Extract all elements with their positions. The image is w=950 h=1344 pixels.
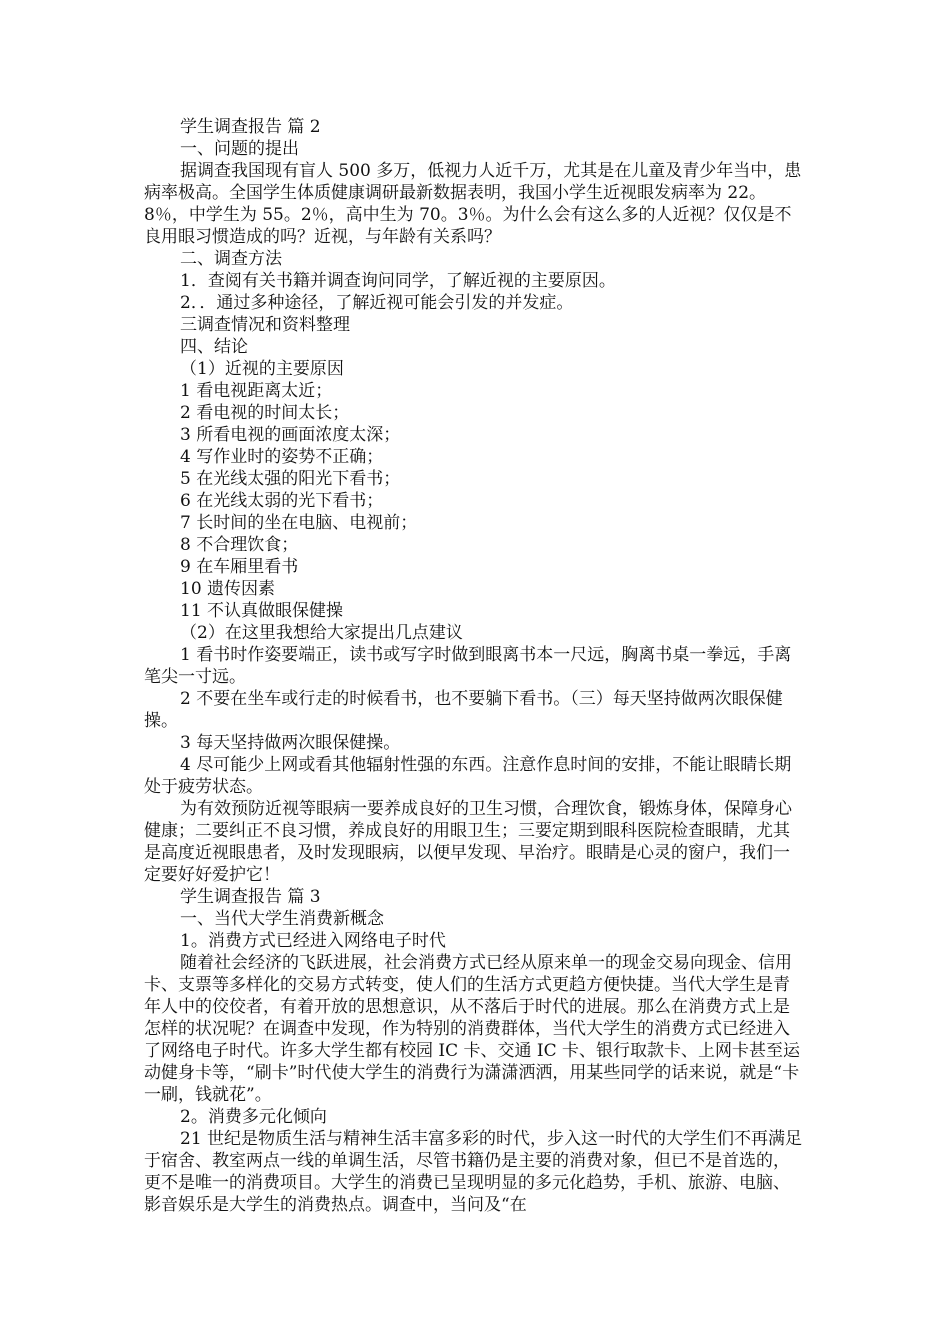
heading-data: 三调查情况和资料整理 [180, 315, 350, 335]
list-item: 11 不认真做眼保健操 [180, 601, 344, 621]
body-paragraph: 21 世纪是物质生活与精神生活丰富多彩的时代，步入这一时代的大学生们不再满足于宿舍、教室两点一线的单调生活，尽管书籍仍是主要的消费对象，但已不是首选的，更不是唯一的消费项目。大学生的消费已呈现明显的多元化趋势，手机、旅游、电脑、影音娱乐是大学生的消费热点。调查中，当问及“在 [144, 1129, 803, 1215]
list-item: 3 每天坚持做两次眼保健操。 [180, 733, 401, 753]
section-title-report-2: 学生调查报告 篇 2 [180, 117, 321, 137]
body-paragraph: 随着社会经济的飞跃进展，社会消费方式已经从原来单一的现金交易向现金、信用卡、支票等多样化的交易方式转变，使人们的生活方式更趋方便快捷。当代大学生是青年人中的佼佼者，有着开放的思想意识，从不落后于时代的进展。那么在消费方式上是怎样的状况呢？在调查中发现，作为特别的消费群体，当代大学生的消费方式已经进入了网络电子时代。许多大学生都有校园 IC 卡、交通 IC 卡、银行取款卡、上网卡甚至运动健身卡等，“刷卡”时代使大学生的消费行为潇潇洒洒，用某些同学的话来说，就是“卡一刷，钱就花”。 [144, 953, 801, 1105]
list-item: 5 在光线太强的阳光下看书； [180, 469, 401, 489]
list-item: 4 尽可能少上网或看其他辐射性强的东西。注意作息时间的安排，不能让眼睛长期处于疲劳状态。 [144, 755, 792, 797]
list-item: 1 看电视距离太近； [180, 381, 333, 401]
list-item: 4 写作业时的姿势不正确； [180, 447, 384, 467]
subheading-suggestions: （2）在这里我想给大家提出几点建议 [180, 623, 463, 643]
list-item: 2 看电视的时间太长； [180, 403, 350, 423]
subheading-electronic: 1。消费方式已经进入网络电子时代 [180, 931, 446, 951]
list-item: 10 遗传因素 [180, 579, 276, 599]
heading-problem: 一、问题的提出 [180, 139, 299, 159]
heading-conclusion: 四、结论 [180, 337, 248, 357]
list-item: 9 在车厢里看书 [180, 557, 299, 577]
list-item: 2 不要在坐车或行走的时候看书，也不要躺下看书。（三）每天坚持做两次眼保健操。 [144, 689, 783, 731]
body-paragraph: 据调查我国现有盲人 500 多万，低视力人近千万，尤其是在儿童及青少年当中，患病率极高。全国学生体质健康调研最新数据表明，我国小学生近视眼发病率为 22。8％，中学生为 55。2％，高中生为 70。3％。为什么会有这么多的人近视？仅仅是不良用眼习惯造成的吗？近视，与年龄有关系吗？ [144, 161, 802, 247]
body-paragraph: 为有效预防近视等眼病一要养成良好的卫生习惯，合理饮食，锻炼身体，保障身心健康；二要纠正不良习惯，养成良好的用眼卫生；三要定期到眼科医院检查眼睛，尤其是高度近视眼患者，及时发现眼病，以便早发现、早治疗。眼睛是心灵的窗户，我们一定要好好爱护它！ [144, 799, 792, 885]
heading-consumption-concept: 一、当代大学生消费新概念 [180, 909, 384, 929]
list-item: 3 所看电视的画面浓度太深； [180, 425, 401, 445]
subheading-causes: （1）近视的主要原因 [180, 359, 344, 379]
list-item: 6 在光线太弱的光下看书； [180, 491, 384, 511]
heading-method: 二、调查方法 [180, 249, 282, 269]
document-body [144, 116, 804, 1216]
list-item: 2．．通过多种途径，了解近视可能会引发的并发症。 [180, 293, 574, 313]
list-item: 1．查阅有关书籍并调查询问同学，了解近视的主要原因。 [180, 271, 616, 291]
subheading-diversification: 2。消费多元化倾向 [180, 1107, 327, 1127]
section-title-report-3: 学生调查报告 篇 3 [180, 887, 321, 907]
list-item: 8 不合理饮食； [180, 535, 299, 555]
list-item: 1 看书时作姿要端正，读书或写字时做到眼离书本一尺远，胸离书桌一拳远，手离笔尖一寸远。 [144, 645, 792, 687]
list-item: 7 长时间的坐在电脑、电视前； [180, 513, 418, 533]
